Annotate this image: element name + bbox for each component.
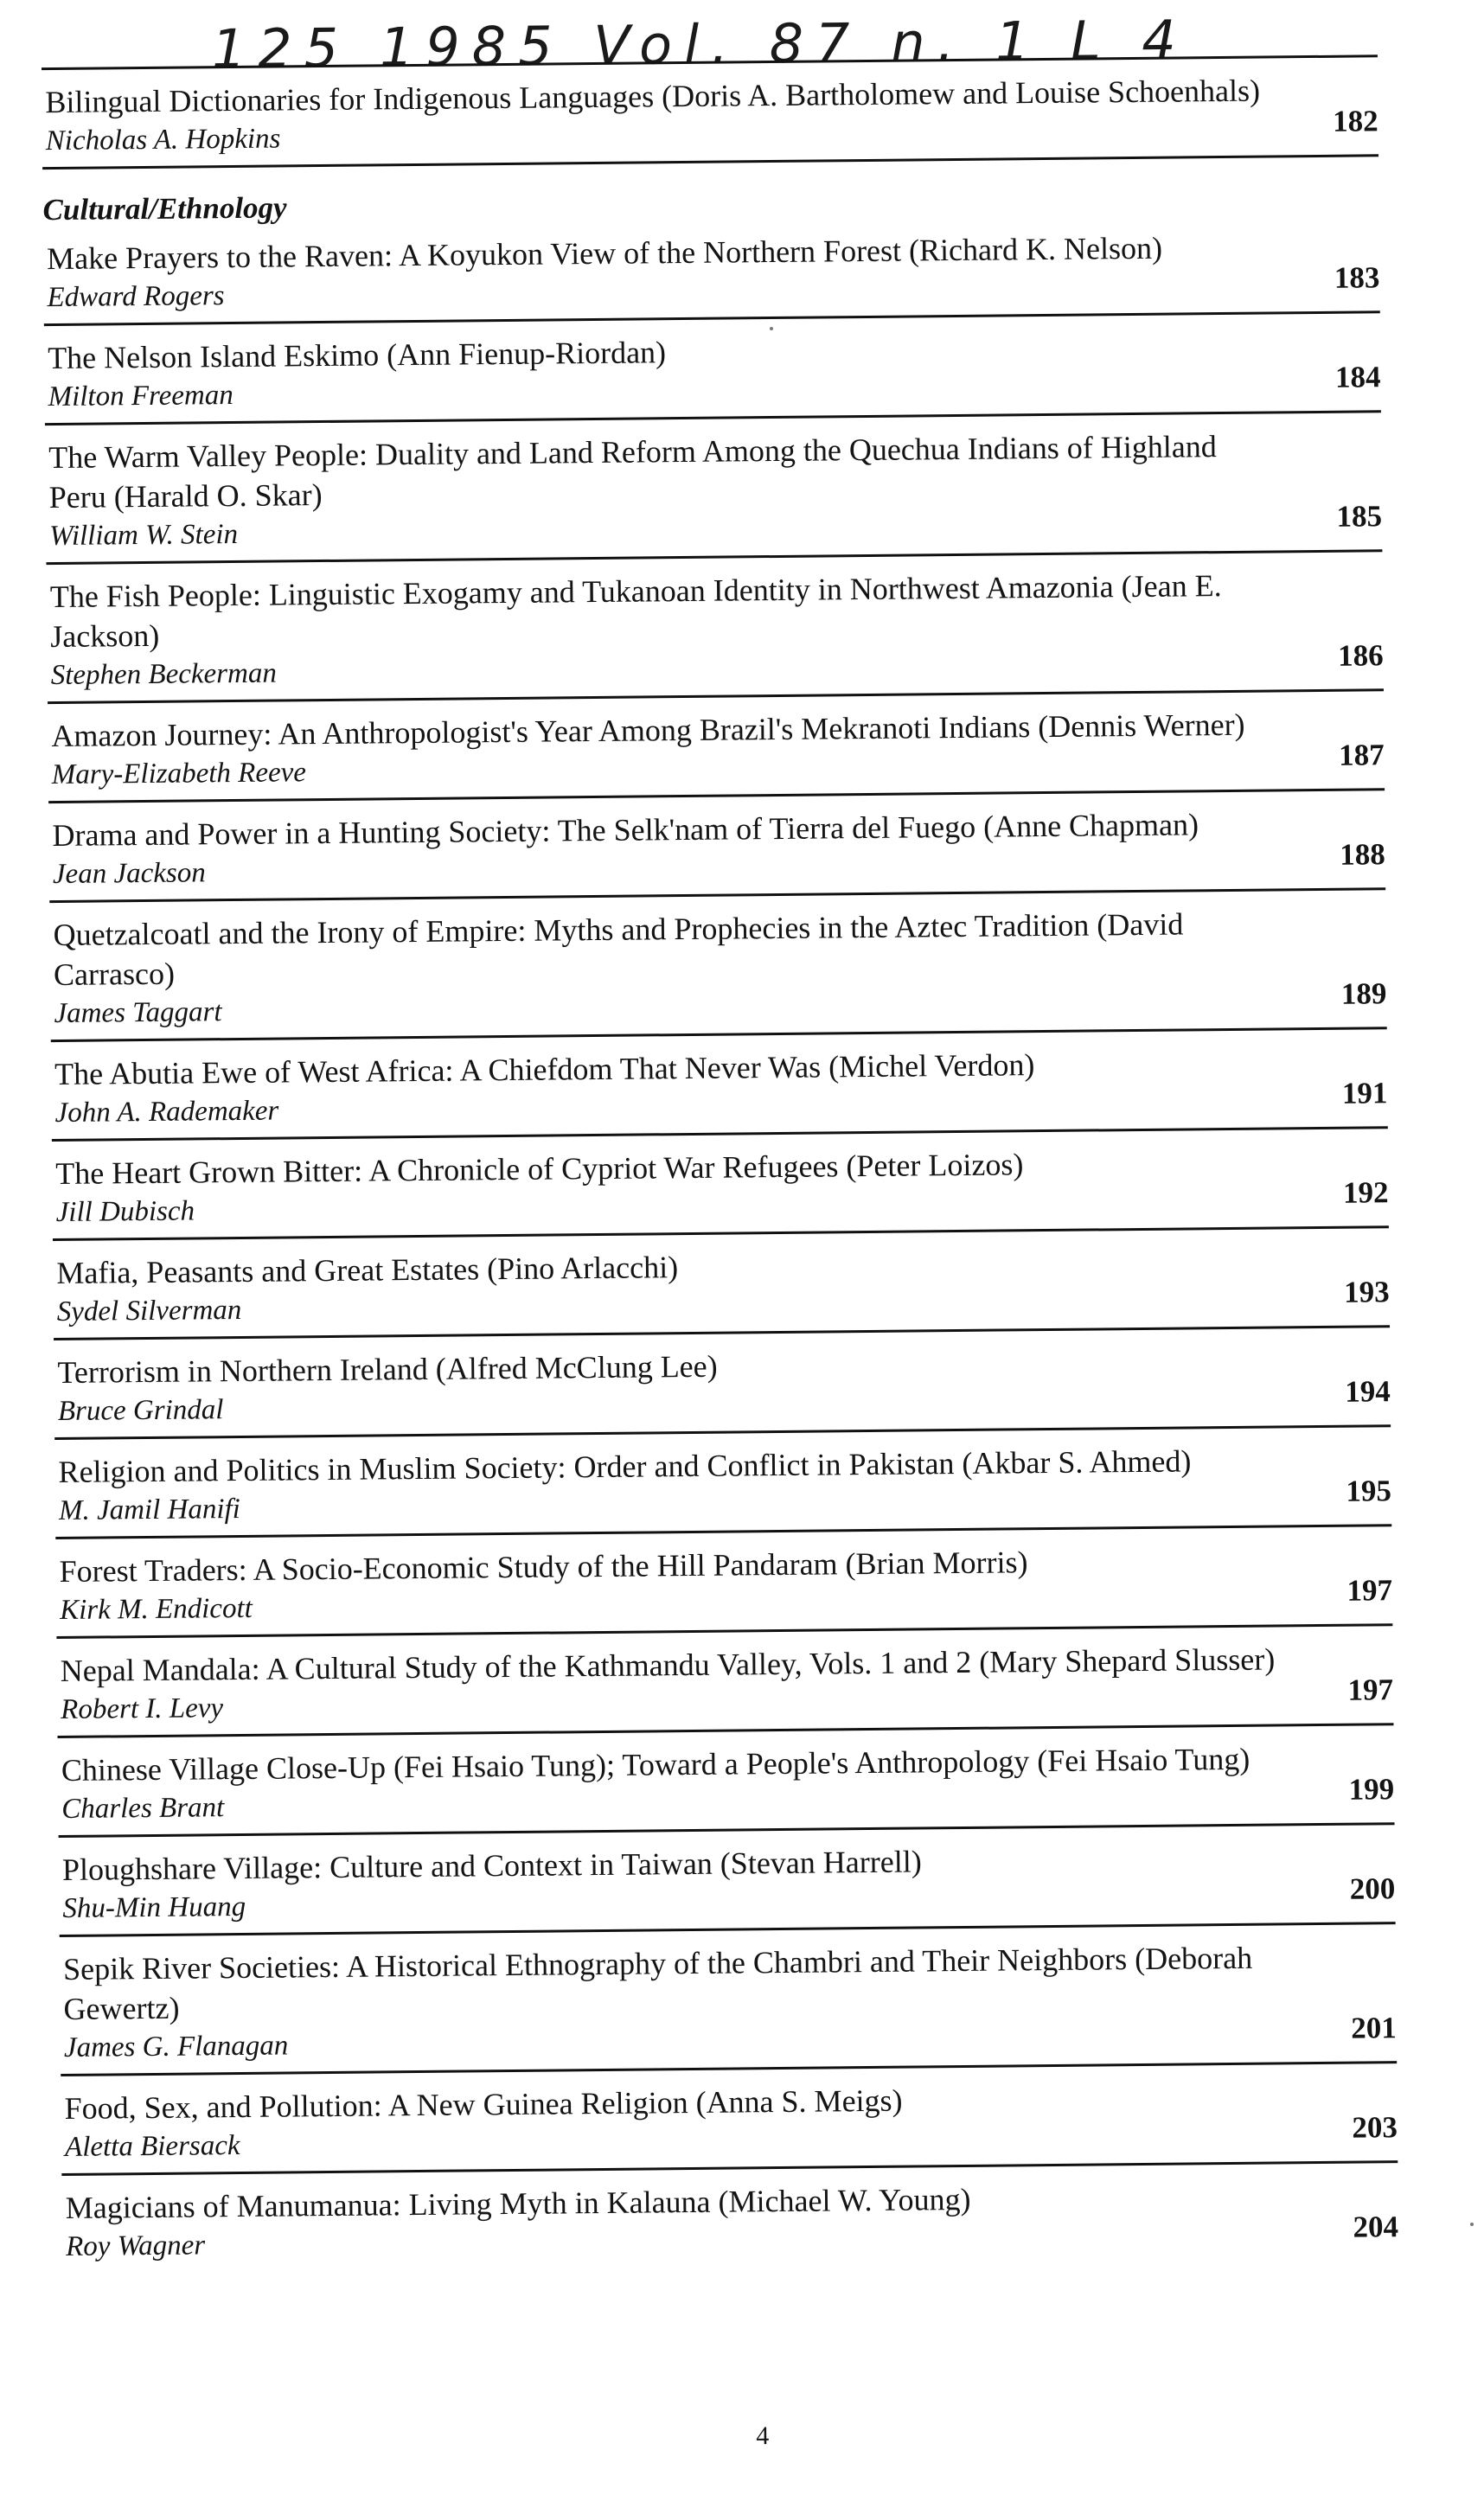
toc-body — [42, 57, 1398, 2273]
entry-page-number: 191 — [1341, 1076, 1388, 1110]
entry-title: Bilingual Dictionaries for Indigenous Languages (Doris A. Bartholomew and Louise Schoenhals) — [45, 73, 1261, 120]
toc-entry — [48, 691, 1385, 803]
section-heading: Cultural/Ethnology — [42, 190, 287, 227]
entry-title: Food, Sex, and Pollution: A New Guinea Religion (Anna S. Meigs) — [64, 2082, 903, 2126]
entry-title: Forest Traders: A Socio-Economic Study of the Hill Pandaram (Brian Morris) — [59, 1545, 1028, 1589]
entry-reviewer: M. Jamil Hanifi — [58, 1493, 241, 1526]
entry-title: Chinese Village Close-Up (Fei Hsaio Tung); Toward a People's Anthropology (Fei Hsaio Tung) — [61, 1741, 1251, 1788]
entry-page-number: 182 — [1332, 104, 1378, 138]
entry-page-number: 189 — [1340, 976, 1387, 1011]
entry-reviewer: Robert I. Levy — [61, 1692, 224, 1725]
toc-entry — [54, 1427, 1391, 1539]
entry-reviewer: John A. Rademaker — [54, 1095, 279, 1129]
entry-page-number: 192 — [1342, 1175, 1389, 1210]
entry-title: Ploughshare Village: Culture and Context in Taiwan (Stevan Harrell) — [61, 1844, 922, 1887]
entry-page-number: 185 — [1336, 499, 1383, 534]
toc-entry — [58, 1725, 1395, 1838]
entry-reviewer: Mary-Elizabeth Reeve — [51, 757, 307, 791]
entry-page-number: 201 — [1351, 2011, 1397, 2045]
toc-entry — [45, 413, 1382, 565]
toc-entry — [52, 1129, 1389, 1241]
entry-page-number: 186 — [1337, 638, 1384, 673]
entry-reviewer: Nicholas A. Hopkins — [45, 123, 281, 157]
entry-page-number: 183 — [1334, 260, 1380, 295]
toc-entry — [43, 214, 1380, 326]
entry-title: The Heart Grown Bitter: A Chronicle of Cypriot War Refugees (Peter Loizos) — [55, 1147, 1024, 1192]
entry-title: Quetzalcoatl and the Irony of Empire: Myths and Prophecies in the Aztec Tradition (David Carrasco) — [53, 906, 1184, 993]
entry-page-number: 199 — [1348, 1772, 1395, 1807]
entry-reviewer: Roy Wagner — [65, 2230, 206, 2262]
entry-reviewer: Aletta Biersack — [64, 2130, 240, 2163]
toc-entry — [48, 790, 1385, 903]
handwritten-note: 125 1985 Vol. 87 n. 1 L 4 — [211, 8, 1189, 81]
entry-reviewer: Shu-Min Huang — [62, 1890, 246, 1924]
toc-entry — [47, 552, 1384, 704]
toc-entry — [42, 57, 1378, 170]
entry-title: Mafia, Peasants and Great Estates (Pino Arlacchi) — [56, 1250, 679, 1291]
scan-speck — [770, 327, 773, 330]
entry-page-number: 197 — [1346, 1573, 1393, 1608]
entry-page-number: 194 — [1345, 1374, 1391, 1409]
entry-page-number: 193 — [1343, 1275, 1390, 1309]
page-number: 4 — [756, 2421, 770, 2451]
toc-entry — [56, 1626, 1393, 1738]
entry-page-number: 188 — [1340, 837, 1385, 872]
entry-title: Nepal Mandala: A Cultural Study of the Kathmandu Valley, Vols. 1 and 2 (Mary Shepard Slusser) — [60, 1641, 1276, 1688]
entry-title: Magicians of Manumanua: Living Myth in Kalauna (Michael W. Young) — [65, 2181, 971, 2225]
entry-title: Sepik River Societies: A Historical Ethnography of the Chambri and Their Neighbors (Deborah Gewertz) — [62, 1940, 1253, 2026]
entry-reviewer: Jean Jackson — [52, 857, 206, 891]
entry-reviewer: Edward Rogers — [47, 280, 225, 314]
toc-entry — [51, 1029, 1388, 1142]
toc-entry — [55, 1526, 1392, 1639]
entry-title: Terrorism in Northern Ireland (Alfred McClung Lee) — [57, 1348, 718, 1391]
entry-reviewer: Jill Dubisch — [55, 1195, 195, 1229]
toc-entry — [60, 1924, 1397, 2076]
entry-reviewer: James Taggart — [54, 996, 222, 1030]
entry-page-number: 204 — [1353, 2210, 1399, 2244]
toc-entry — [49, 890, 1386, 1042]
toc-entry — [44, 313, 1381, 425]
entry-page-number: 200 — [1349, 1871, 1396, 1906]
toc-entry — [61, 2063, 1398, 2176]
entry-reviewer: Charles Brant — [61, 1792, 225, 1825]
entry-title: Drama and Power in a Hunting Society: The Selk'nam of Tierra del Fuego (Anne Chapman) — [52, 807, 1199, 854]
toc-entry — [61, 2163, 1398, 2273]
entry-reviewer: Bruce Grindal — [57, 1394, 224, 1428]
scan-speck — [1470, 2223, 1474, 2226]
entry-page-number: 187 — [1338, 738, 1385, 772]
entry-reviewer: Stephen Beckerman — [50, 657, 278, 692]
entry-page-number: 197 — [1347, 1673, 1394, 1707]
entry-title: Amazon Journey: An Anthropologist's Year Among Brazil's Mekranoti Indians (Dennis Werner) — [51, 707, 1245, 754]
entry-title: Make Prayers to the Raven: A Koyukon View of the Northern Forest (Richard K. Nelson) — [46, 230, 1163, 277]
entry-reviewer: Milton Freeman — [48, 380, 233, 413]
toc-entry — [59, 1825, 1396, 1937]
entry-title: The Fish People: Linguistic Exogamy and Tukanoan Identity in Northwest Amazonia (Jean E. Jackson) — [49, 568, 1222, 655]
entry-title: The Abutia Ewe of West Africa: A Chiefdom That Never Was (Michel Verdon) — [54, 1047, 1035, 1092]
toc-entry — [54, 1327, 1391, 1440]
entry-title: Religion and Politics in Muslim Society: Order and Conflict in Pakistan (Akbar S. Ahmed) — [58, 1443, 1192, 1490]
entry-reviewer: Kirk M. Endicott — [59, 1592, 253, 1626]
toc-entry — [53, 1228, 1390, 1340]
entry-page-number: 184 — [1334, 360, 1381, 394]
table-of-contents — [42, 54, 1398, 2273]
entry-page-number: 195 — [1346, 1474, 1392, 1508]
entry-page-number: 203 — [1352, 2110, 1398, 2145]
entry-title: The Warm Valley People: Duality and Land Reform Among the Quechua Indians of Highland Peru (Harald O. Skar) — [48, 429, 1217, 515]
entry-reviewer: Sydel Silverman — [56, 1294, 242, 1328]
entry-reviewer: William W. Stein — [49, 518, 239, 553]
entry-reviewer: James G. Flanagan — [63, 2030, 289, 2063]
entry-title: The Nelson Island Eskimo (Ann Fienup-Riordan) — [48, 335, 667, 376]
